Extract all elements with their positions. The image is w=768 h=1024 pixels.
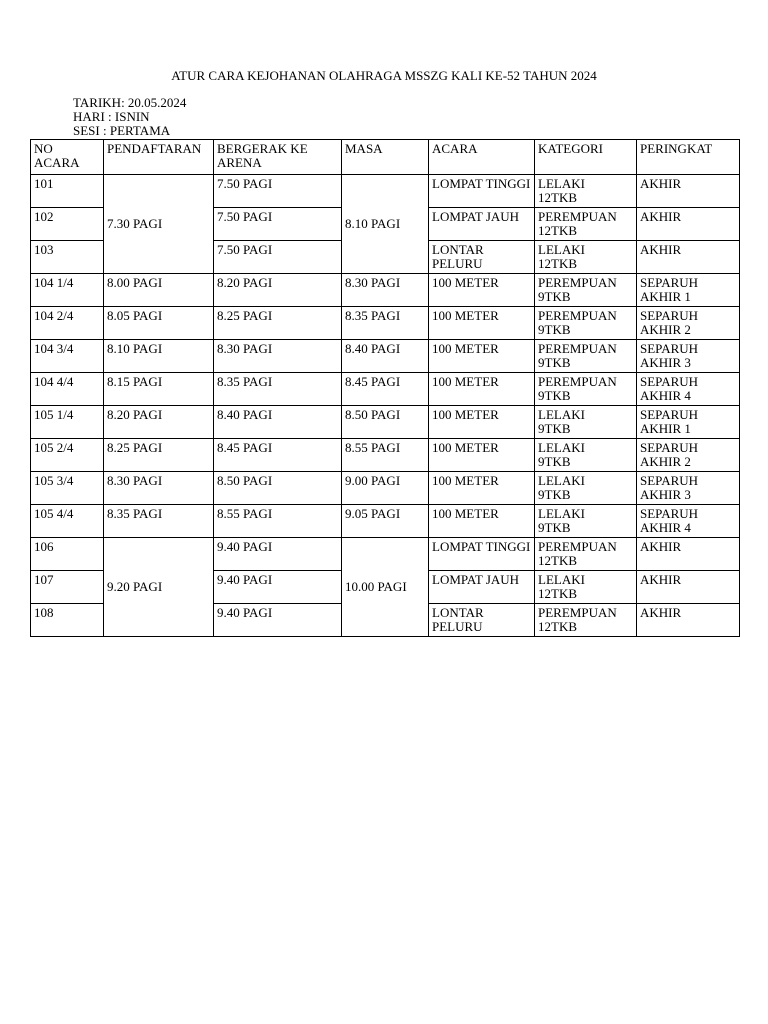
header-bergerak: BERGERAK KE ARENA xyxy=(214,140,342,175)
cell-no: 108 xyxy=(31,604,104,637)
cell-peringkat: SEPARUH AKHIR 2 xyxy=(637,439,740,472)
cell-peringkat: SEPARUH AKHIR 4 xyxy=(637,373,740,406)
cell-pendaftaran: 8.25 PAGI xyxy=(104,439,214,472)
cell-bergerak: 9.40 PAGI xyxy=(214,604,342,637)
cell-masa: 8.30 PAGI xyxy=(342,274,429,307)
cell-kategori: PEREMPUAN 9TKB xyxy=(535,307,637,340)
cell-no: 107 xyxy=(31,571,104,604)
cell-no: 105 2/4 xyxy=(31,439,104,472)
cell-no: 104 3/4 xyxy=(31,340,104,373)
cell-kategori: LELAKI 9TKB xyxy=(535,505,637,538)
cell-pendaftaran: 7.30 PAGI xyxy=(104,175,214,274)
header-kategori: KATEGORI xyxy=(535,140,637,175)
cell-acara: 100 METER xyxy=(429,307,535,340)
cell-masa: 8.10 PAGI xyxy=(342,175,429,274)
cell-bergerak: 9.40 PAGI xyxy=(214,538,342,571)
cell-kategori: LELAKI 9TKB xyxy=(535,472,637,505)
header-pendaftaran: PENDAFTARAN xyxy=(104,140,214,175)
header-no-acara: NO ACARA xyxy=(31,140,104,175)
cell-kategori: PEREMPUAN 9TKB xyxy=(535,274,637,307)
cell-acara: 100 METER xyxy=(429,373,535,406)
cell-peringkat: SEPARUH AKHIR 2 xyxy=(637,307,740,340)
table-row xyxy=(31,505,740,538)
cell-pendaftaran: 8.35 PAGI xyxy=(104,505,214,538)
cell-peringkat: AKHIR xyxy=(637,175,740,208)
cell-peringkat: AKHIR xyxy=(637,241,740,274)
table-row xyxy=(31,307,740,340)
document-title: ATUR CARA KEJOHANAN OLAHRAGA MSSZG KALI KE-52 TAHUN 2024 xyxy=(171,68,597,83)
cell-masa: 8.50 PAGI xyxy=(342,406,429,439)
cell-acara: 100 METER xyxy=(429,505,535,538)
table-header-row xyxy=(31,140,740,175)
cell-masa: 9.05 PAGI xyxy=(342,505,429,538)
cell-kategori: LELAKI 9TKB xyxy=(535,439,637,472)
table-row xyxy=(31,472,740,505)
cell-bergerak: 8.30 PAGI xyxy=(214,340,342,373)
cell-kategori: LELAKI 9TKB xyxy=(535,406,637,439)
cell-no: 101 xyxy=(31,175,104,208)
cell-peringkat: AKHIR xyxy=(637,604,740,637)
cell-acara: LONTAR PELURU xyxy=(429,241,535,274)
table-row xyxy=(31,175,740,208)
cell-acara: LONTAR PELURU xyxy=(429,604,535,637)
cell-peringkat: SEPARUH AKHIR 1 xyxy=(637,274,740,307)
cell-pendaftaran: 8.10 PAGI xyxy=(104,340,214,373)
document-meta xyxy=(73,96,186,138)
cell-peringkat: SEPARUH AKHIR 1 xyxy=(637,406,740,439)
cell-bergerak: 8.35 PAGI xyxy=(214,373,342,406)
cell-kategori: PEREMPUAN 12TKB xyxy=(535,538,637,571)
cell-bergerak: 8.50 PAGI xyxy=(214,472,342,505)
cell-masa: 8.45 PAGI xyxy=(342,373,429,406)
header-masa: MASA xyxy=(342,140,429,175)
cell-masa: 8.35 PAGI xyxy=(342,307,429,340)
cell-bergerak: 7.50 PAGI xyxy=(214,175,342,208)
tarikh-line: TARIKH: 20.05.2024 xyxy=(73,95,187,110)
cell-kategori: LELAKI 12TKB xyxy=(535,175,637,208)
cell-bergerak: 8.20 PAGI xyxy=(214,274,342,307)
cell-no: 105 3/4 xyxy=(31,472,104,505)
cell-acara: LOMPAT JAUH xyxy=(429,571,535,604)
cell-peringkat: AKHIR xyxy=(637,538,740,571)
cell-kategori: LELAKI 12TKB xyxy=(535,571,637,604)
cell-pendaftaran: 8.20 PAGI xyxy=(104,406,214,439)
cell-acara: 100 METER xyxy=(429,439,535,472)
cell-masa: 10.00 PAGI xyxy=(342,538,429,637)
header-acara: ACARA xyxy=(429,140,535,175)
cell-pendaftaran: 8.30 PAGI xyxy=(104,472,214,505)
cell-peringkat: AKHIR xyxy=(637,208,740,241)
cell-acara: 100 METER xyxy=(429,406,535,439)
cell-peringkat: SEPARUH AKHIR 3 xyxy=(637,472,740,505)
cell-kategori: PEREMPUAN 12TKB xyxy=(535,208,637,241)
cell-bergerak: 7.50 PAGI xyxy=(214,208,342,241)
cell-pendaftaran: 8.00 PAGI xyxy=(104,274,214,307)
cell-no: 104 1/4 xyxy=(31,274,104,307)
cell-no: 103 xyxy=(31,241,104,274)
table-row xyxy=(31,274,740,307)
cell-kategori: LELAKI 12TKB xyxy=(535,241,637,274)
cell-acara: 100 METER xyxy=(429,472,535,505)
cell-acara: 100 METER xyxy=(429,274,535,307)
cell-masa: 8.55 PAGI xyxy=(342,439,429,472)
sesi-line: SESI : PERTAMA xyxy=(73,123,171,138)
table-row xyxy=(31,340,740,373)
cell-acara: 100 METER xyxy=(429,340,535,373)
cell-bergerak: 9.40 PAGI xyxy=(214,571,342,604)
cell-acara: LOMPAT TINGGI xyxy=(429,538,535,571)
cell-pendaftaran: 8.15 PAGI xyxy=(104,373,214,406)
cell-kategori: PEREMPUAN 9TKB xyxy=(535,340,637,373)
cell-kategori: PEREMPUAN 9TKB xyxy=(535,373,637,406)
table-row xyxy=(31,538,740,571)
cell-no: 104 4/4 xyxy=(31,373,104,406)
table-row xyxy=(31,406,740,439)
cell-no: 105 4/4 xyxy=(31,505,104,538)
cell-bergerak: 8.55 PAGI xyxy=(214,505,342,538)
cell-masa: 8.40 PAGI xyxy=(342,340,429,373)
cell-bergerak: 8.25 PAGI xyxy=(214,307,342,340)
table-row xyxy=(31,373,740,406)
header-peringkat: PERINGKAT xyxy=(637,140,740,175)
cell-no: 105 1/4 xyxy=(31,406,104,439)
cell-peringkat: SEPARUH AKHIR 4 xyxy=(637,505,740,538)
cell-peringkat: SEPARUH AKHIR 3 xyxy=(637,340,740,373)
cell-no: 102 xyxy=(31,208,104,241)
hari-line: HARI : ISNIN xyxy=(73,109,150,124)
cell-pendaftaran: 9.20 PAGI xyxy=(104,538,214,637)
cell-pendaftaran: 8.05 PAGI xyxy=(104,307,214,340)
cell-acara: LOMPAT TINGGI xyxy=(429,175,535,208)
cell-acara: LOMPAT JAUH xyxy=(429,208,535,241)
cell-bergerak: 7.50 PAGI xyxy=(214,241,342,274)
cell-masa: 9.00 PAGI xyxy=(342,472,429,505)
cell-bergerak: 8.40 PAGI xyxy=(214,406,342,439)
cell-peringkat: AKHIR xyxy=(637,571,740,604)
cell-no: 104 2/4 xyxy=(31,307,104,340)
cell-bergerak: 8.45 PAGI xyxy=(214,439,342,472)
cell-kategori: PEREMPUAN 12TKB xyxy=(535,604,637,637)
cell-no: 106 xyxy=(31,538,104,571)
schedule-table xyxy=(30,139,740,637)
table-row xyxy=(31,439,740,472)
